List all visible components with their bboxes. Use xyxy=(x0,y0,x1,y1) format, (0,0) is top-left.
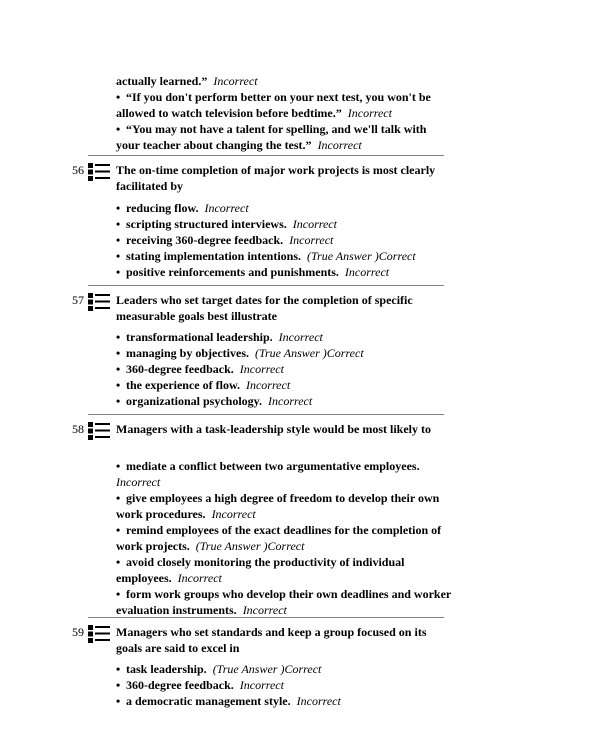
answer-mark: Incorrect xyxy=(213,74,258,88)
list-icon-graphic xyxy=(88,163,110,181)
answer-option[interactable]: • give employees a high degree of freedom to develop their own work procedures. Incorrect xyxy=(116,491,440,521)
answer-option[interactable]: • a democratic management style. Incorrect xyxy=(116,694,341,708)
question-number: 57 xyxy=(72,293,84,307)
answer-option[interactable]: • receiving 360-degree feedback. Incorrect xyxy=(116,233,334,247)
bullet: • xyxy=(116,122,121,136)
list-icon[interactable] xyxy=(88,625,110,643)
answer-mark: Incorrect xyxy=(296,694,341,708)
continuation-line: • “If you don't perform better on your next test, you won't be xyxy=(116,90,431,104)
answer-mark: Incorrect xyxy=(317,138,362,152)
answer-options xyxy=(116,661,456,709)
answer-options xyxy=(116,458,456,618)
list-icon-graphic xyxy=(88,293,110,311)
answer-mark: Incorrect xyxy=(177,571,222,585)
answer-mark: Incorrect xyxy=(347,106,392,120)
list-icon-graphic xyxy=(88,625,110,643)
question-number: 59 xyxy=(72,625,84,639)
answer-mark: (True Answer )Correct xyxy=(255,346,364,360)
continuation-line: your teacher about changing the test.” Incorrect xyxy=(116,138,362,152)
answer-mark: Incorrect xyxy=(211,507,256,521)
answer-mark: Incorrect xyxy=(239,362,284,376)
question-stem: The on-time completion of major work projects is most clearly facilitated by xyxy=(116,163,436,193)
answer-mark: (True Answer )Correct xyxy=(307,249,416,263)
list-icon[interactable] xyxy=(88,293,110,311)
answer-mark: Incorrect xyxy=(278,330,323,344)
answer-mark: Incorrect xyxy=(268,394,313,408)
divider xyxy=(88,285,444,286)
answer-option[interactable]: • stating implementation intentions. (True Answer )Correct xyxy=(116,249,416,263)
answer-option[interactable]: • reducing flow. Incorrect xyxy=(116,201,249,215)
answer-mark: (True Answer )Correct xyxy=(195,539,305,553)
answer-mark: Incorrect xyxy=(292,217,337,231)
answer-option[interactable]: • the experience of flow. Incorrect xyxy=(116,378,291,392)
answer-option[interactable]: • remind employees of the exact deadlines for the completion of work projects. (True Answer )Correct xyxy=(116,523,442,553)
answer-options xyxy=(116,200,456,280)
previous-question-continuation xyxy=(116,73,456,153)
question-stem: Managers who set standards and keep a group focused on its goals are said to excel in xyxy=(116,625,427,655)
answer-option[interactable]: • scripting structured interviews. Incorrect xyxy=(116,217,337,231)
answer-option[interactable]: • 360-degree feedback. Incorrect xyxy=(116,678,284,692)
answer-option[interactable]: • avoid closely monitoring the productivity of individual employees. Incorrect xyxy=(116,555,405,585)
bullet: • xyxy=(116,90,121,104)
continuation-line: • “You may not have a talent for spelling, and we'll talk with xyxy=(116,122,427,136)
answer-mark: Incorrect xyxy=(239,678,284,692)
answer-mark: Incorrect xyxy=(245,378,291,392)
answer-mark: Incorrect xyxy=(242,603,287,617)
list-icon[interactable] xyxy=(88,422,110,440)
answer-option[interactable]: • organizational psychology. Incorrect xyxy=(116,394,313,408)
answer-options xyxy=(116,329,456,409)
list-icon[interactable] xyxy=(88,163,110,181)
answer-option[interactable]: • 360-degree feedback. Incorrect xyxy=(116,362,284,376)
question-stem: Leaders who set target dates for the completion of specific measurable goals best illustrate xyxy=(116,293,413,323)
question-number: 58 xyxy=(72,422,84,436)
answer-mark: Incorrect xyxy=(344,265,390,279)
question-number: 56 xyxy=(72,163,84,177)
continuation-line: actually learned.” Incorrect xyxy=(116,74,258,88)
divider xyxy=(88,155,444,156)
answer-option[interactable]: • mediate a conflict between two argumentative employees. Incorrect xyxy=(116,459,420,489)
answer-option[interactable]: • transformational leadership. Incorrect xyxy=(116,330,323,344)
answer-option[interactable]: • positive reinforcements and punishments. Incorrect xyxy=(116,265,390,279)
list-icon-graphic xyxy=(88,422,110,440)
answer-mark: Incorrect xyxy=(204,201,249,215)
divider xyxy=(88,617,444,618)
divider xyxy=(88,414,444,415)
continuation-line: allowed to watch television before bedtime.” Incorrect xyxy=(116,106,392,120)
answer-mark: Incorrect xyxy=(289,233,334,247)
answer-option[interactable]: • form work groups who develop their own deadlines and worker evaluation instruments. Incorrect xyxy=(116,587,452,617)
answer-mark: Incorrect xyxy=(116,475,161,489)
question-stem: Managers with a task-leadership style would be most likely to xyxy=(116,422,431,436)
answer-option[interactable]: • task leadership. (True Answer )Correct xyxy=(116,662,322,676)
answer-mark: (True Answer )Correct xyxy=(212,662,322,676)
answer-option[interactable]: • managing by objectives. (True Answer )Correct xyxy=(116,346,364,360)
